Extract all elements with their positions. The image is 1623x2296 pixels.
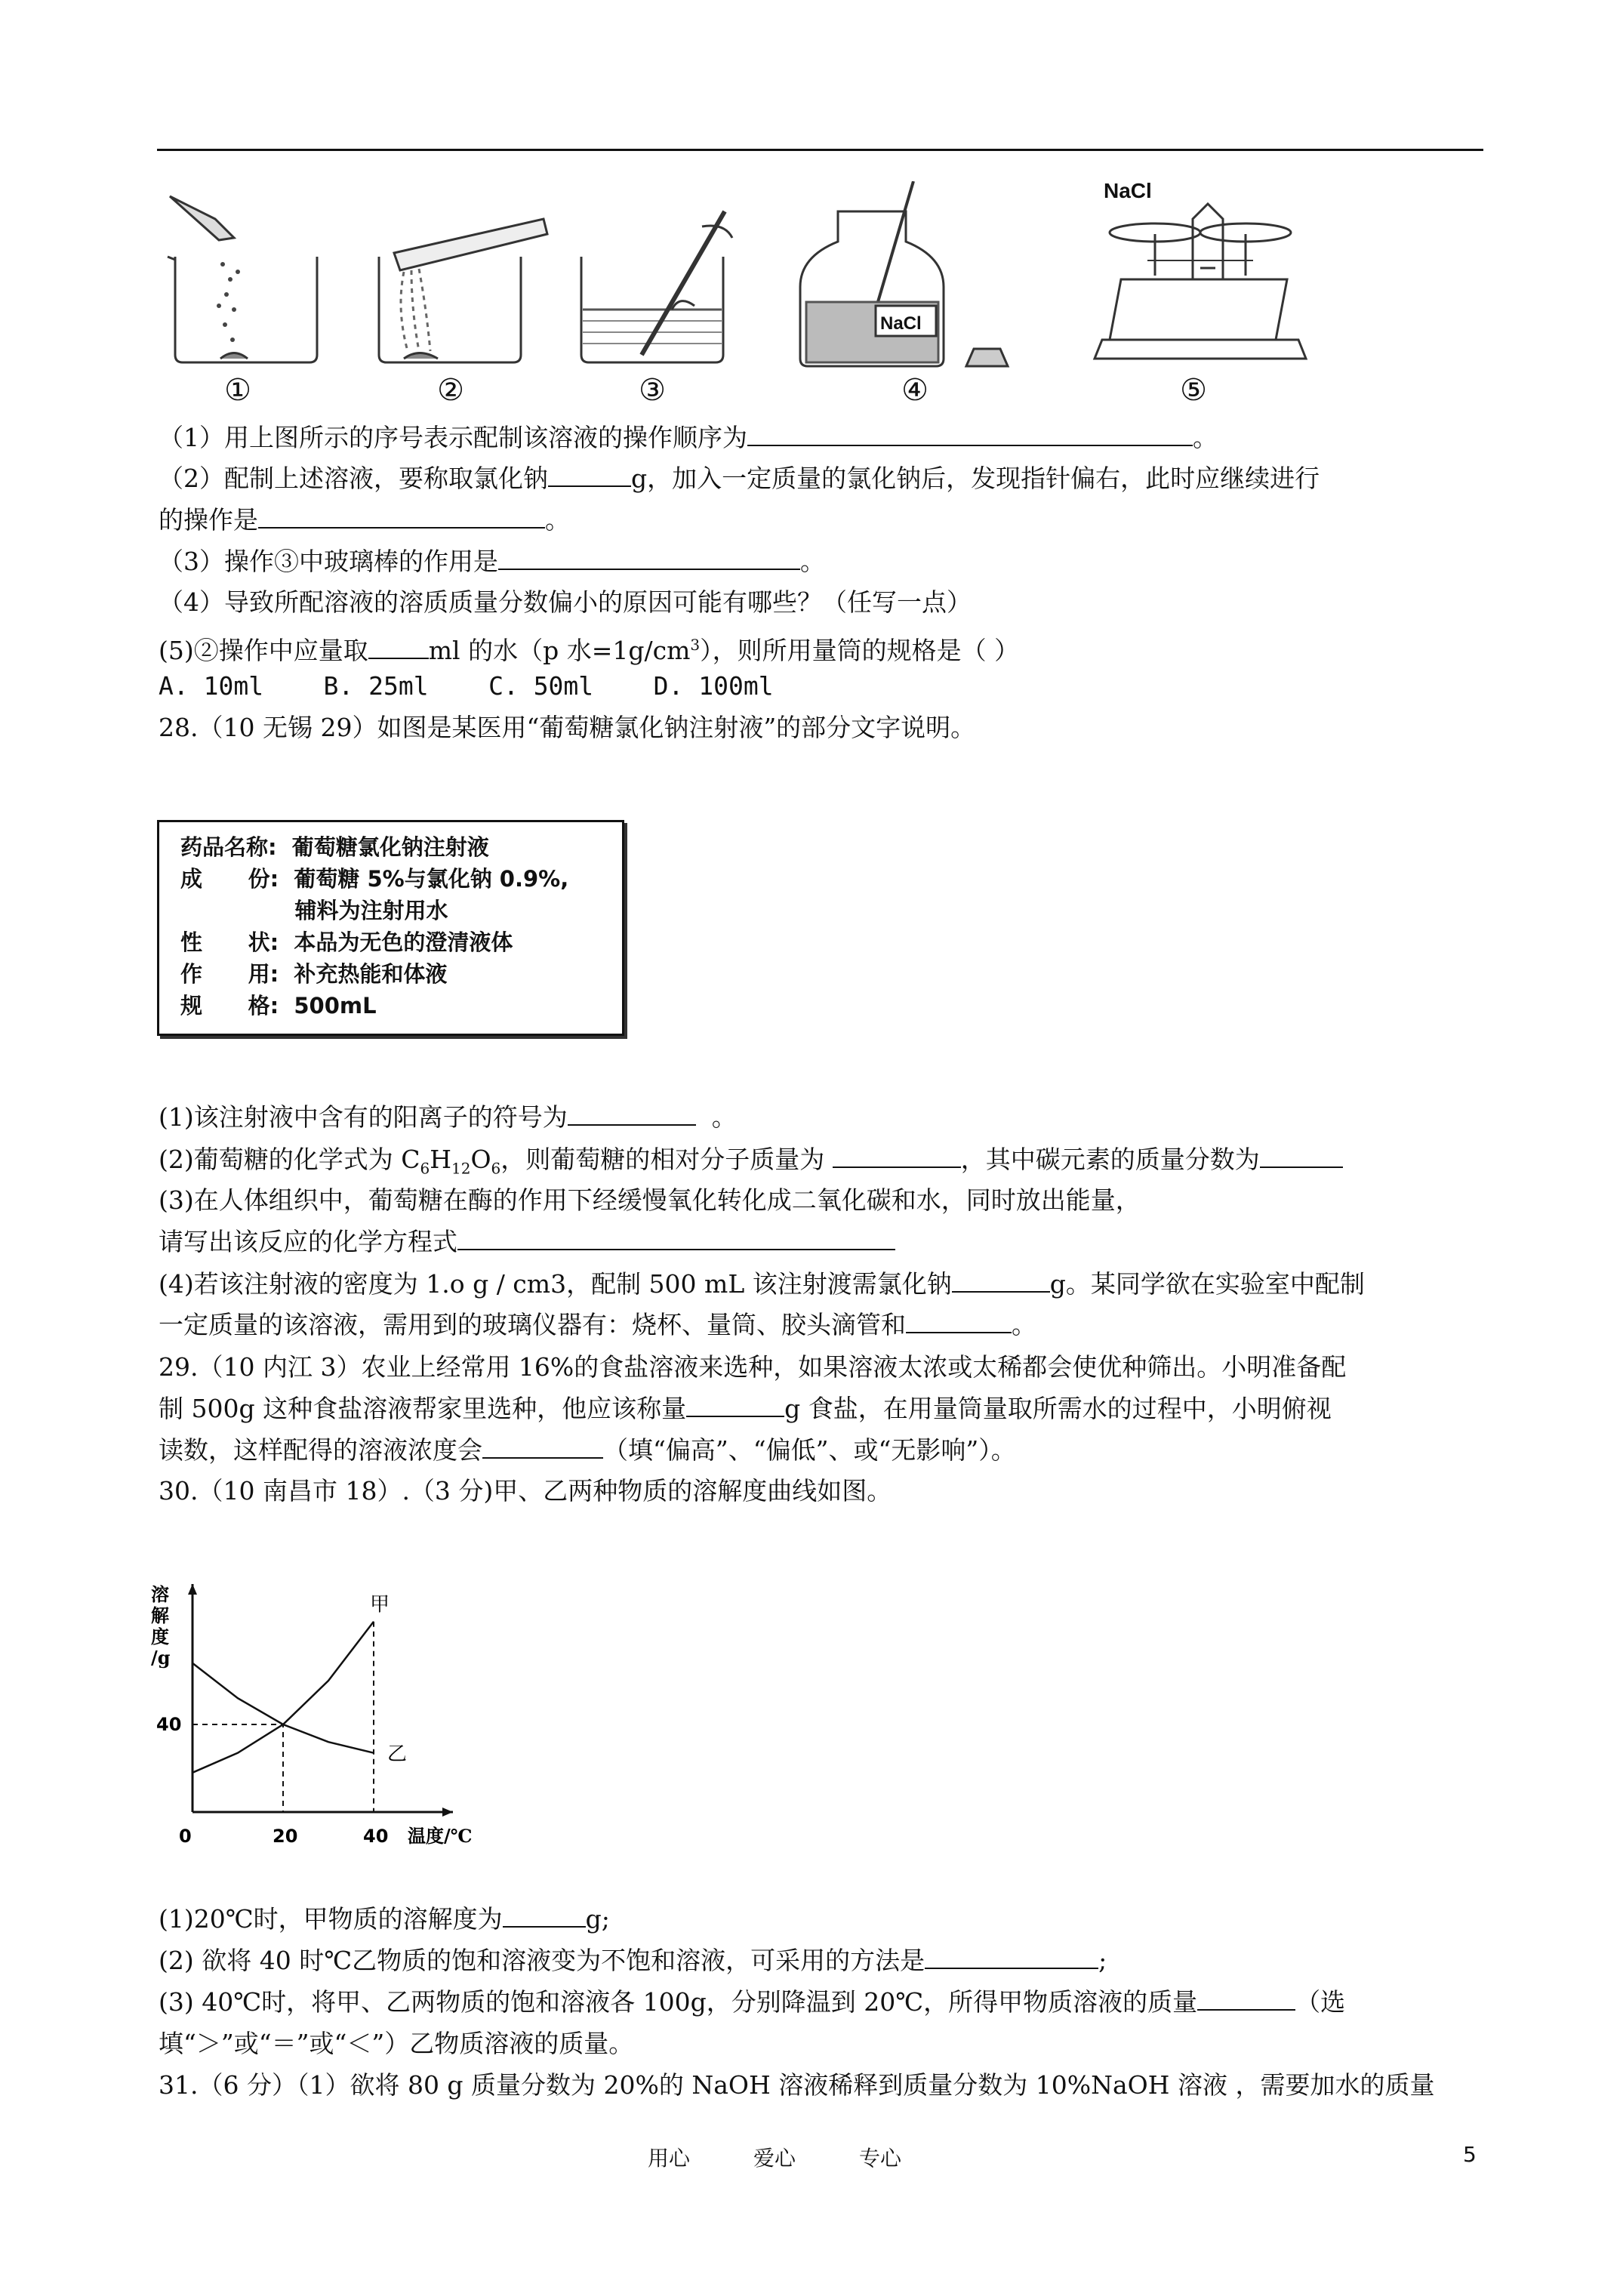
step-label-5: ⑤ bbox=[1180, 373, 1207, 408]
x-tick-label: 40 bbox=[363, 1826, 389, 1847]
y-axis-label: 度 bbox=[151, 1626, 169, 1647]
answer-blank[interactable] bbox=[568, 1102, 696, 1126]
q30-s2: (2) 欲将 40 时℃乙物质的饱和溶液变为不饱和溶液，可采用的方法是 ; bbox=[159, 1946, 1107, 1975]
drug-label-row: 规 格: 500mL bbox=[180, 993, 377, 1019]
q29-line2: 制 500g 这种食盐溶液帮家里选种，他应该称量 g 食盐，在用量筒量取所需水的过程中，小明俯视 bbox=[159, 1394, 1332, 1423]
step-label-2: ② bbox=[437, 373, 464, 408]
q27-part4: （4）导致所配溶液的溶质质量分数偏小的原因可能有哪些？（任写一点） bbox=[159, 587, 972, 617]
q30-heading: 30.（10 南昌市 18）.（3 分)甲、乙两种物质的溶解度曲线如图。 bbox=[159, 1476, 892, 1505]
series-label-jia: 甲 bbox=[370, 1593, 390, 1616]
series-label-yi: 乙 bbox=[387, 1743, 408, 1766]
q28-s4-cont: 一定质量的该溶液，需用到的玻璃仪器有：烧杯、量筒、胶头滴管和 。 bbox=[159, 1310, 1036, 1339]
drug-label-row: 性 状: 本品为无色的澄清液体 bbox=[180, 929, 513, 955]
answer-blank[interactable] bbox=[503, 1903, 586, 1928]
q28-s1: (1)该注射液中含有的阳离子的符号为 。 bbox=[159, 1102, 737, 1132]
step-label-4: ④ bbox=[901, 373, 929, 408]
q27-part2: （2）配制上述溶液，要称取氯化钠 g，加入一定质量的氯化钠后，发现指针偏右，此时应继续进行 bbox=[159, 464, 1320, 493]
q27-options: A. 10ml B. 25ml C. 50ml D. 100ml bbox=[159, 671, 774, 701]
x-axis-arrow bbox=[442, 1808, 453, 1817]
series-line-yi bbox=[192, 1663, 374, 1753]
intersection-guide bbox=[192, 1724, 283, 1812]
q31-line1: 31.（6 分）（1）欲将 80 g 质量分数为 20%的 NaOH 溶液稀释到质量分数为 10%NaOH 溶液 ，需要加水的质量 bbox=[159, 2070, 1435, 2100]
q27-part5: (5)②操作中应量取 ml 的水（p 水$=1g/cm^3$），则所用量筒的规格是（ ） bbox=[159, 636, 1020, 665]
answer-blank[interactable] bbox=[833, 1144, 961, 1168]
answer-blank[interactable] bbox=[925, 1945, 1098, 1969]
answer-blank[interactable] bbox=[368, 635, 429, 659]
lab-operations-figure bbox=[151, 181, 1336, 408]
answer-blank[interactable] bbox=[686, 1393, 784, 1417]
drug-label-row: 成 份: 葡萄糖 5%与氯化钠 0.9%, bbox=[180, 866, 569, 892]
y-axis-label: 解 bbox=[151, 1604, 169, 1626]
page-number: 5 bbox=[1463, 2142, 1477, 2167]
balance-nacl-label: NaCl bbox=[1104, 181, 1152, 202]
q30-s3: (3) 40℃时，将甲、乙两物质的饱和溶液各 100g，分别降温到 20℃，所得甲物质溶液的质量 （选 bbox=[159, 1987, 1346, 2017]
y-axis-label: /g bbox=[151, 1647, 171, 1669]
drug-label-row: 辅料为注射用水 bbox=[180, 898, 448, 923]
q30-s3-cont: 填“＞”或“＝”或“＜”）乙物质溶液的质量。 bbox=[159, 2029, 634, 2058]
q28-heading: 28.（10 无锡 29）如图是某医用“葡萄糖氯化钠注射液”的部分文字说明。 bbox=[159, 713, 976, 742]
answer-blank[interactable] bbox=[498, 546, 800, 570]
q30-s1: (1)20℃时，甲物质的溶解度为 g; bbox=[159, 1904, 610, 1934]
x-axis-label: 温度/℃ bbox=[408, 1825, 473, 1847]
answer-blank[interactable] bbox=[258, 504, 545, 529]
q28-s4: (4)若该注射液的密度为 1.o g / cm3，配制 500 mL 该注射渡需氯化钠 g。某同学欲在实验室中配制 bbox=[159, 1269, 1365, 1299]
answer-blank[interactable] bbox=[747, 422, 1193, 446]
answer-blank[interactable] bbox=[952, 1268, 1050, 1293]
q27-part3: （3）操作③中玻璃棒的作用是 。 bbox=[159, 547, 825, 576]
solubility-chart bbox=[151, 1578, 513, 1850]
q27-part1: （1）用上图所示的序号表示配制该溶液的操作顺序为 。 bbox=[159, 423, 1218, 452]
y-axis-arrow bbox=[188, 1584, 197, 1595]
step-label-1: ① bbox=[224, 373, 251, 408]
series-line-jia bbox=[192, 1622, 374, 1773]
bottle-nacl-label: NaCl bbox=[880, 313, 922, 334]
header-rule bbox=[157, 149, 1483, 151]
q29-line1: 29.（10 内江 3）农业上经常用 16%的食盐溶液来选种，如果溶液太浓或太稀都会使优种筛出。小明准备配 bbox=[159, 1352, 1347, 1382]
answer-blank[interactable] bbox=[548, 463, 631, 487]
y-tick-label: 40 bbox=[156, 1714, 182, 1735]
x-tick-label: 20 bbox=[273, 1826, 298, 1847]
answer-blank[interactable] bbox=[906, 1309, 1012, 1333]
footer-motto: 用心 爱心 专心 bbox=[648, 2146, 902, 2171]
q27-part2-cont: 的操作是 。 bbox=[159, 505, 570, 535]
q28-s3: (3)在人体组织中，葡萄糖在酶的作用下经缓慢氧化转化成二氧化碳和水，同时放出能量， bbox=[159, 1185, 1141, 1215]
answer-blank[interactable] bbox=[1197, 1986, 1295, 2011]
drug-label-box bbox=[157, 820, 624, 1036]
answer-blank[interactable] bbox=[1260, 1144, 1343, 1168]
answer-blank[interactable] bbox=[482, 1435, 603, 1459]
x-tick-label: 0 bbox=[179, 1826, 192, 1847]
drug-label-row: 药品名称: 葡萄糖氯化钠注射液 bbox=[180, 834, 489, 860]
step-label-3: ③ bbox=[639, 373, 666, 408]
q28-s3-cont: 请写出该反应的化学方程式 bbox=[159, 1225, 895, 1259]
answer-blank[interactable] bbox=[457, 1226, 895, 1250]
q28-s2: (2)葡萄糖的化学式为 $C_6H_{12}O_6$，则葡萄糖的相对分子质量为 ，其中碳元素的质量分数为 bbox=[159, 1143, 1343, 1185]
q29-line3: 读数，这样配得的溶液浓度会 （填“偏高”、“偏低”、或“无影响”）。 bbox=[159, 1435, 1016, 1465]
y-axis-label: 溶 bbox=[151, 1583, 169, 1605]
drug-label-row: 作 用: 补充热能和体液 bbox=[180, 961, 448, 987]
